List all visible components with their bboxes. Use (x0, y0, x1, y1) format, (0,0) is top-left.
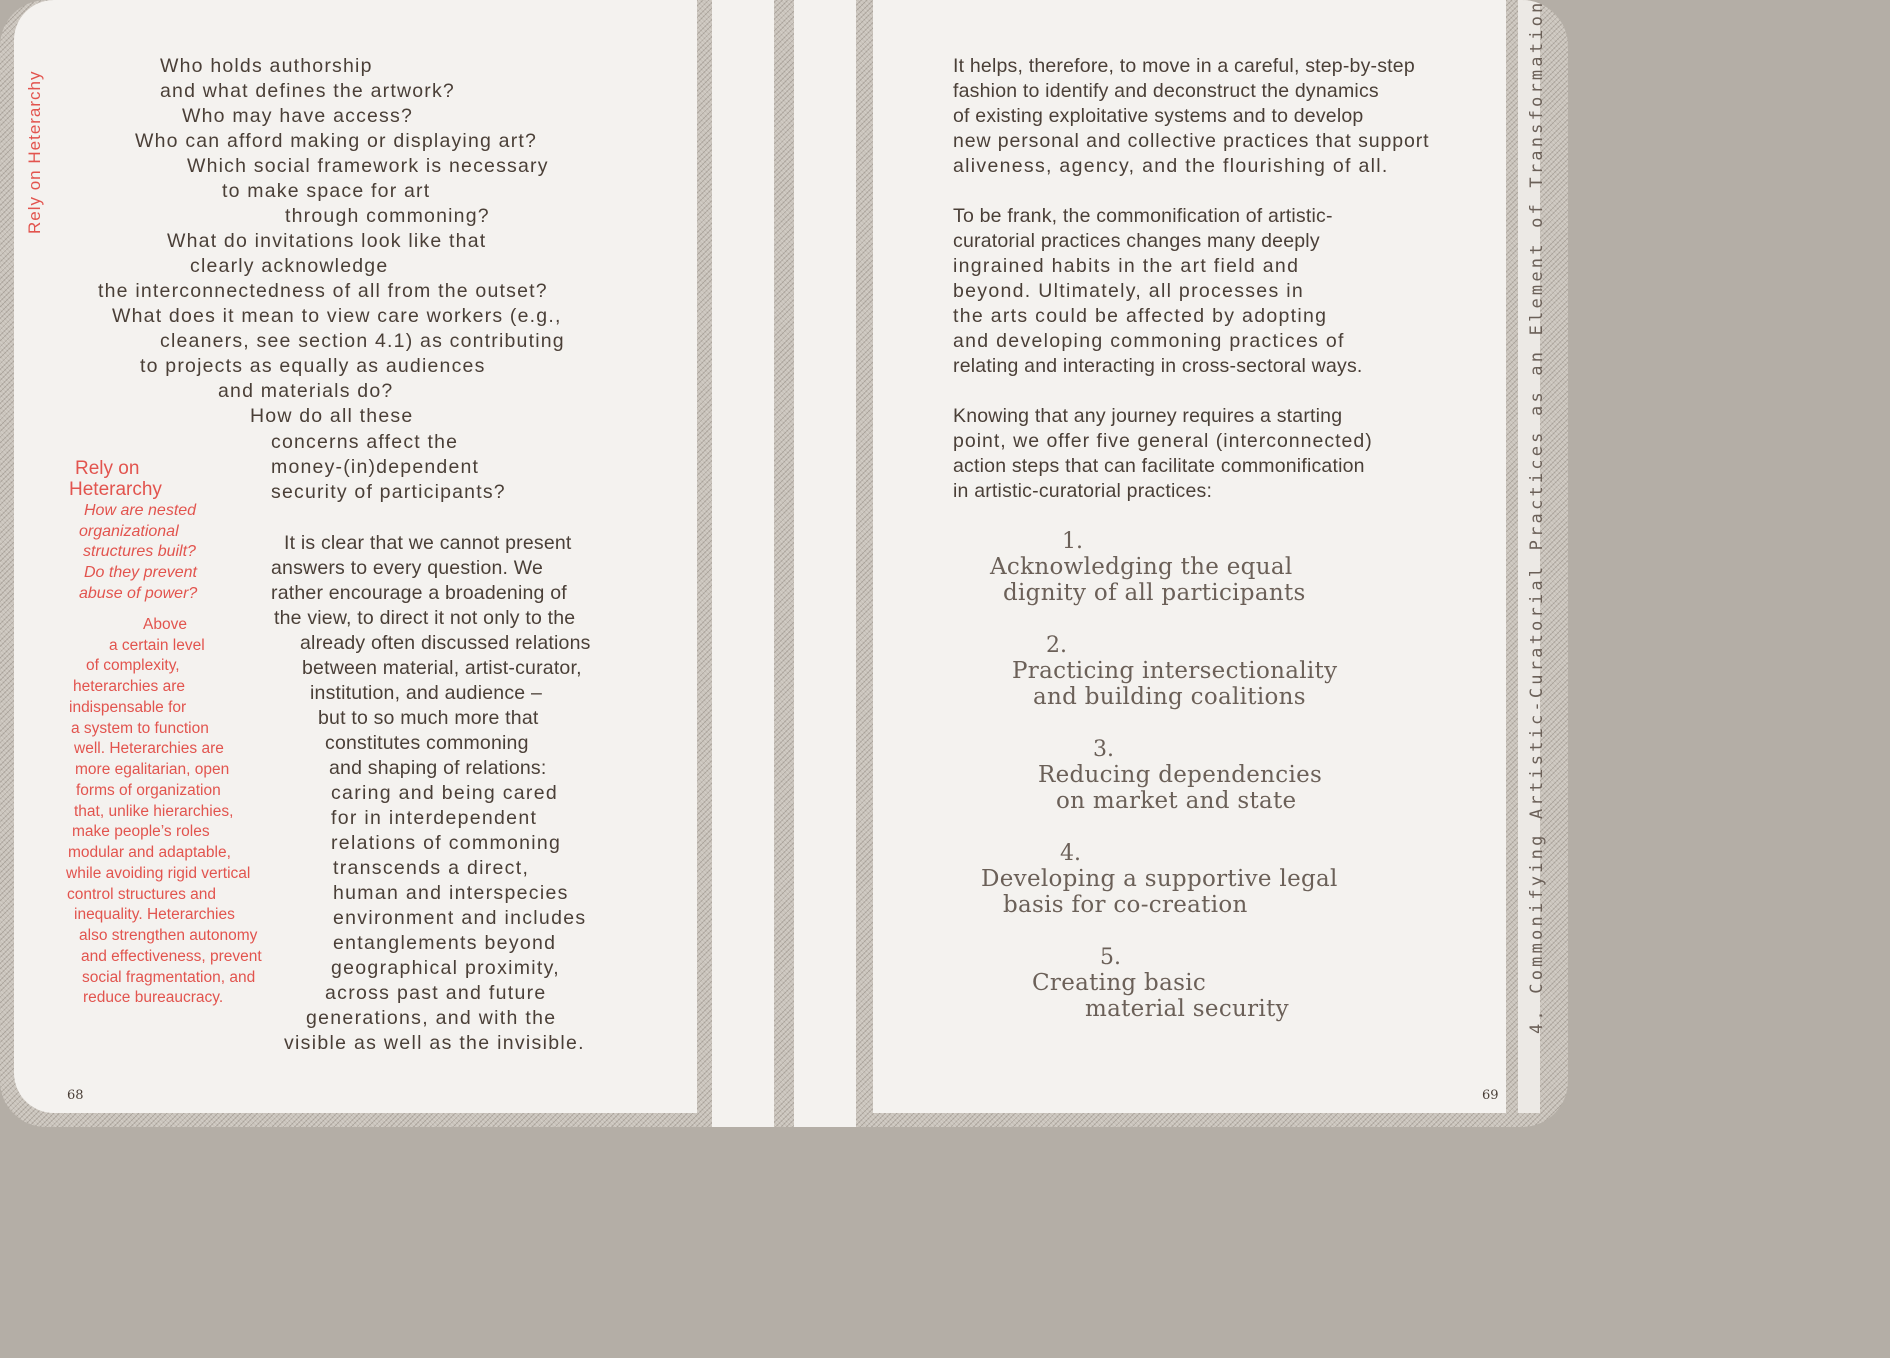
step-text: basis for co-creation (1003, 892, 1248, 918)
sidebar-text-line: of complexity, (86, 657, 180, 674)
step-text: on market and state (1056, 788, 1297, 814)
body-line: fashion to identify and deconstruct the dynamics (953, 80, 1379, 102)
body-line: but to so much more that (318, 707, 539, 729)
question-line: clearly acknowledge (190, 255, 389, 277)
step-text: and building coalitions (1033, 684, 1306, 710)
sidebar-text-line: indispensable for (69, 699, 187, 716)
body-line: generations, and with the (306, 1007, 557, 1029)
sidebar-question: structures built? (83, 543, 196, 560)
body-line: action steps that can facilitate commonification (953, 455, 1365, 477)
body-line: transcends a direct, (333, 857, 530, 879)
body-line: To be frank, the commonification of artistic- (953, 205, 1333, 227)
body-line: relating and interacting in cross-sectoral ways. (953, 355, 1363, 377)
question-line: Which social framework is necessary (187, 155, 549, 177)
step-text: Acknowledging the equal (990, 554, 1293, 580)
question-line: What does it mean to view care workers (e.g., (112, 305, 562, 327)
sidebar-text-line: a certain level (109, 637, 205, 654)
question-line: Who can afford making or displaying art? (135, 130, 538, 152)
sidebar-question: Do they prevent (84, 564, 197, 581)
sidebar-text-line: a system to function (71, 720, 209, 737)
body-line: between material, artist-curator, (302, 657, 582, 679)
question-line: concerns affect the (271, 431, 459, 453)
sidebar-text-line: social fragmentation, and (82, 969, 256, 986)
body-line: geographical proximity, (331, 957, 560, 979)
body-line: and developing commoning practices of (953, 330, 1345, 352)
sidebar-title: Heterarchy (69, 479, 162, 500)
body-line: institution, and audience – (310, 682, 542, 704)
gutter-strip (712, 0, 774, 1127)
question-line: money-(in)dependent (271, 456, 480, 478)
body-line: entanglements beyond (333, 932, 557, 954)
sidebar-text-line: while avoiding rigid vertical (66, 865, 251, 882)
sidebar-text-line: heterarchies are (73, 678, 186, 695)
body-line: and shaping of relations: (329, 757, 547, 779)
sidebar-text-line: forms of organization (76, 782, 221, 799)
body-line: ingrained habits in the art field and (953, 255, 1300, 277)
sidebar-text-line: make people’s roles (72, 823, 210, 840)
body-line: curatorial practices changes many deeply (953, 230, 1320, 252)
body-line: the view, to direct it not only to the (274, 607, 576, 629)
page-number: 68 (67, 1088, 84, 1103)
step-text: Creating basic (1032, 970, 1207, 996)
sidebar-text-line: reduce bureaucracy. (83, 989, 224, 1006)
sidebar-text-line: control structures and (67, 886, 217, 903)
sidebar-text-line: that, unlike hierarchies, (74, 803, 234, 820)
left-running-head: Rely on Heterarchy (25, 70, 44, 234)
sidebar-text-line: modular and adaptable, (68, 844, 231, 861)
body-line: answers to every question. We (271, 557, 544, 579)
sidebar-text-line: well. Heterarchies are (74, 740, 224, 757)
gutter-strip (794, 0, 856, 1127)
body-line: environment and includes (333, 907, 587, 929)
body-line: visible as well as the invisible. (284, 1032, 585, 1054)
question-line: cleaners, see section 4.1) as contributing (160, 330, 565, 352)
body-line: in artistic-curatorial practices: (953, 480, 1213, 502)
body-line: constitutes commoning (325, 732, 529, 754)
step-text: Developing a supportive legal (981, 866, 1338, 892)
body-line: relations of commoning (331, 832, 562, 854)
right-running-head: 4. Commonifying Artistic-Curatorial Practices as an Element of Transformation (1527, 0, 1547, 1034)
sidebar-title: Rely on (75, 458, 140, 479)
question-line: and what defines the artwork? (160, 80, 455, 102)
question-line: to projects as equally as audiences (140, 355, 486, 377)
step-number: 1. (1062, 529, 1083, 554)
question-line: What do invitations look like that (167, 230, 487, 252)
step-number: 3. (1093, 737, 1114, 762)
body-line: for in interdependent (331, 807, 538, 829)
question-line: through commoning? (285, 205, 490, 227)
body-line: Knowing that any journey requires a starting (953, 405, 1343, 427)
step-number: 5. (1100, 945, 1121, 970)
body-line: the arts could be affected by adopting (953, 305, 1328, 327)
question-line: and materials do? (218, 380, 394, 402)
step-text: Reducing dependencies (1038, 762, 1323, 788)
question-line: security of participants? (271, 481, 506, 503)
body-line: caring and being cared (331, 782, 558, 804)
body-line: already often discussed relations (300, 632, 591, 654)
body-line: point, we offer five general (interconnected) (953, 430, 1373, 452)
step-text: dignity of all participants (1003, 580, 1306, 606)
sidebar-text-line: also strengthen autonomy (79, 927, 258, 944)
question-line: Who may have access? (182, 105, 414, 127)
step-text: Practicing intersectionality (1012, 658, 1338, 684)
question-line: to make space for art (222, 180, 431, 202)
sidebar-text-line: Above (143, 616, 187, 633)
body-line: of existing exploitative systems and to develop (953, 105, 1364, 127)
question-line: How do all these (250, 405, 414, 427)
page-number: 69 (1482, 1088, 1499, 1103)
sidebar-question: How are nested (84, 502, 197, 519)
sidebar-text-line: more egalitarian, open (75, 761, 230, 778)
body-line: aliveness, agency, and the flourishing of all. (953, 155, 1389, 177)
body-line: rather encourage a broadening of (271, 582, 567, 604)
sidebar-text-line: and effectiveness, prevent (81, 948, 262, 965)
step-text: material security (1085, 996, 1289, 1022)
body-line: beyond. Ultimately, all processes in (953, 280, 1304, 302)
question-line: the interconnectedness of all from the outset? (98, 280, 548, 302)
body-line: human and interspecies (333, 882, 569, 904)
sidebar-text-line: inequality. Heterarchies (74, 906, 235, 923)
body-line: It helps, therefore, to move in a careful, step-by-step (953, 55, 1415, 77)
body-line: across past and future (325, 982, 547, 1004)
body-line: It is clear that we cannot present (284, 532, 572, 554)
step-number: 4. (1060, 841, 1081, 866)
body-line: new personal and collective practices that support (953, 130, 1430, 152)
sidebar-question: abuse of power? (79, 585, 198, 602)
sidebar-question: organizational (79, 523, 179, 540)
step-number: 2. (1046, 633, 1067, 658)
question-line: Who holds authorship (160, 55, 373, 77)
